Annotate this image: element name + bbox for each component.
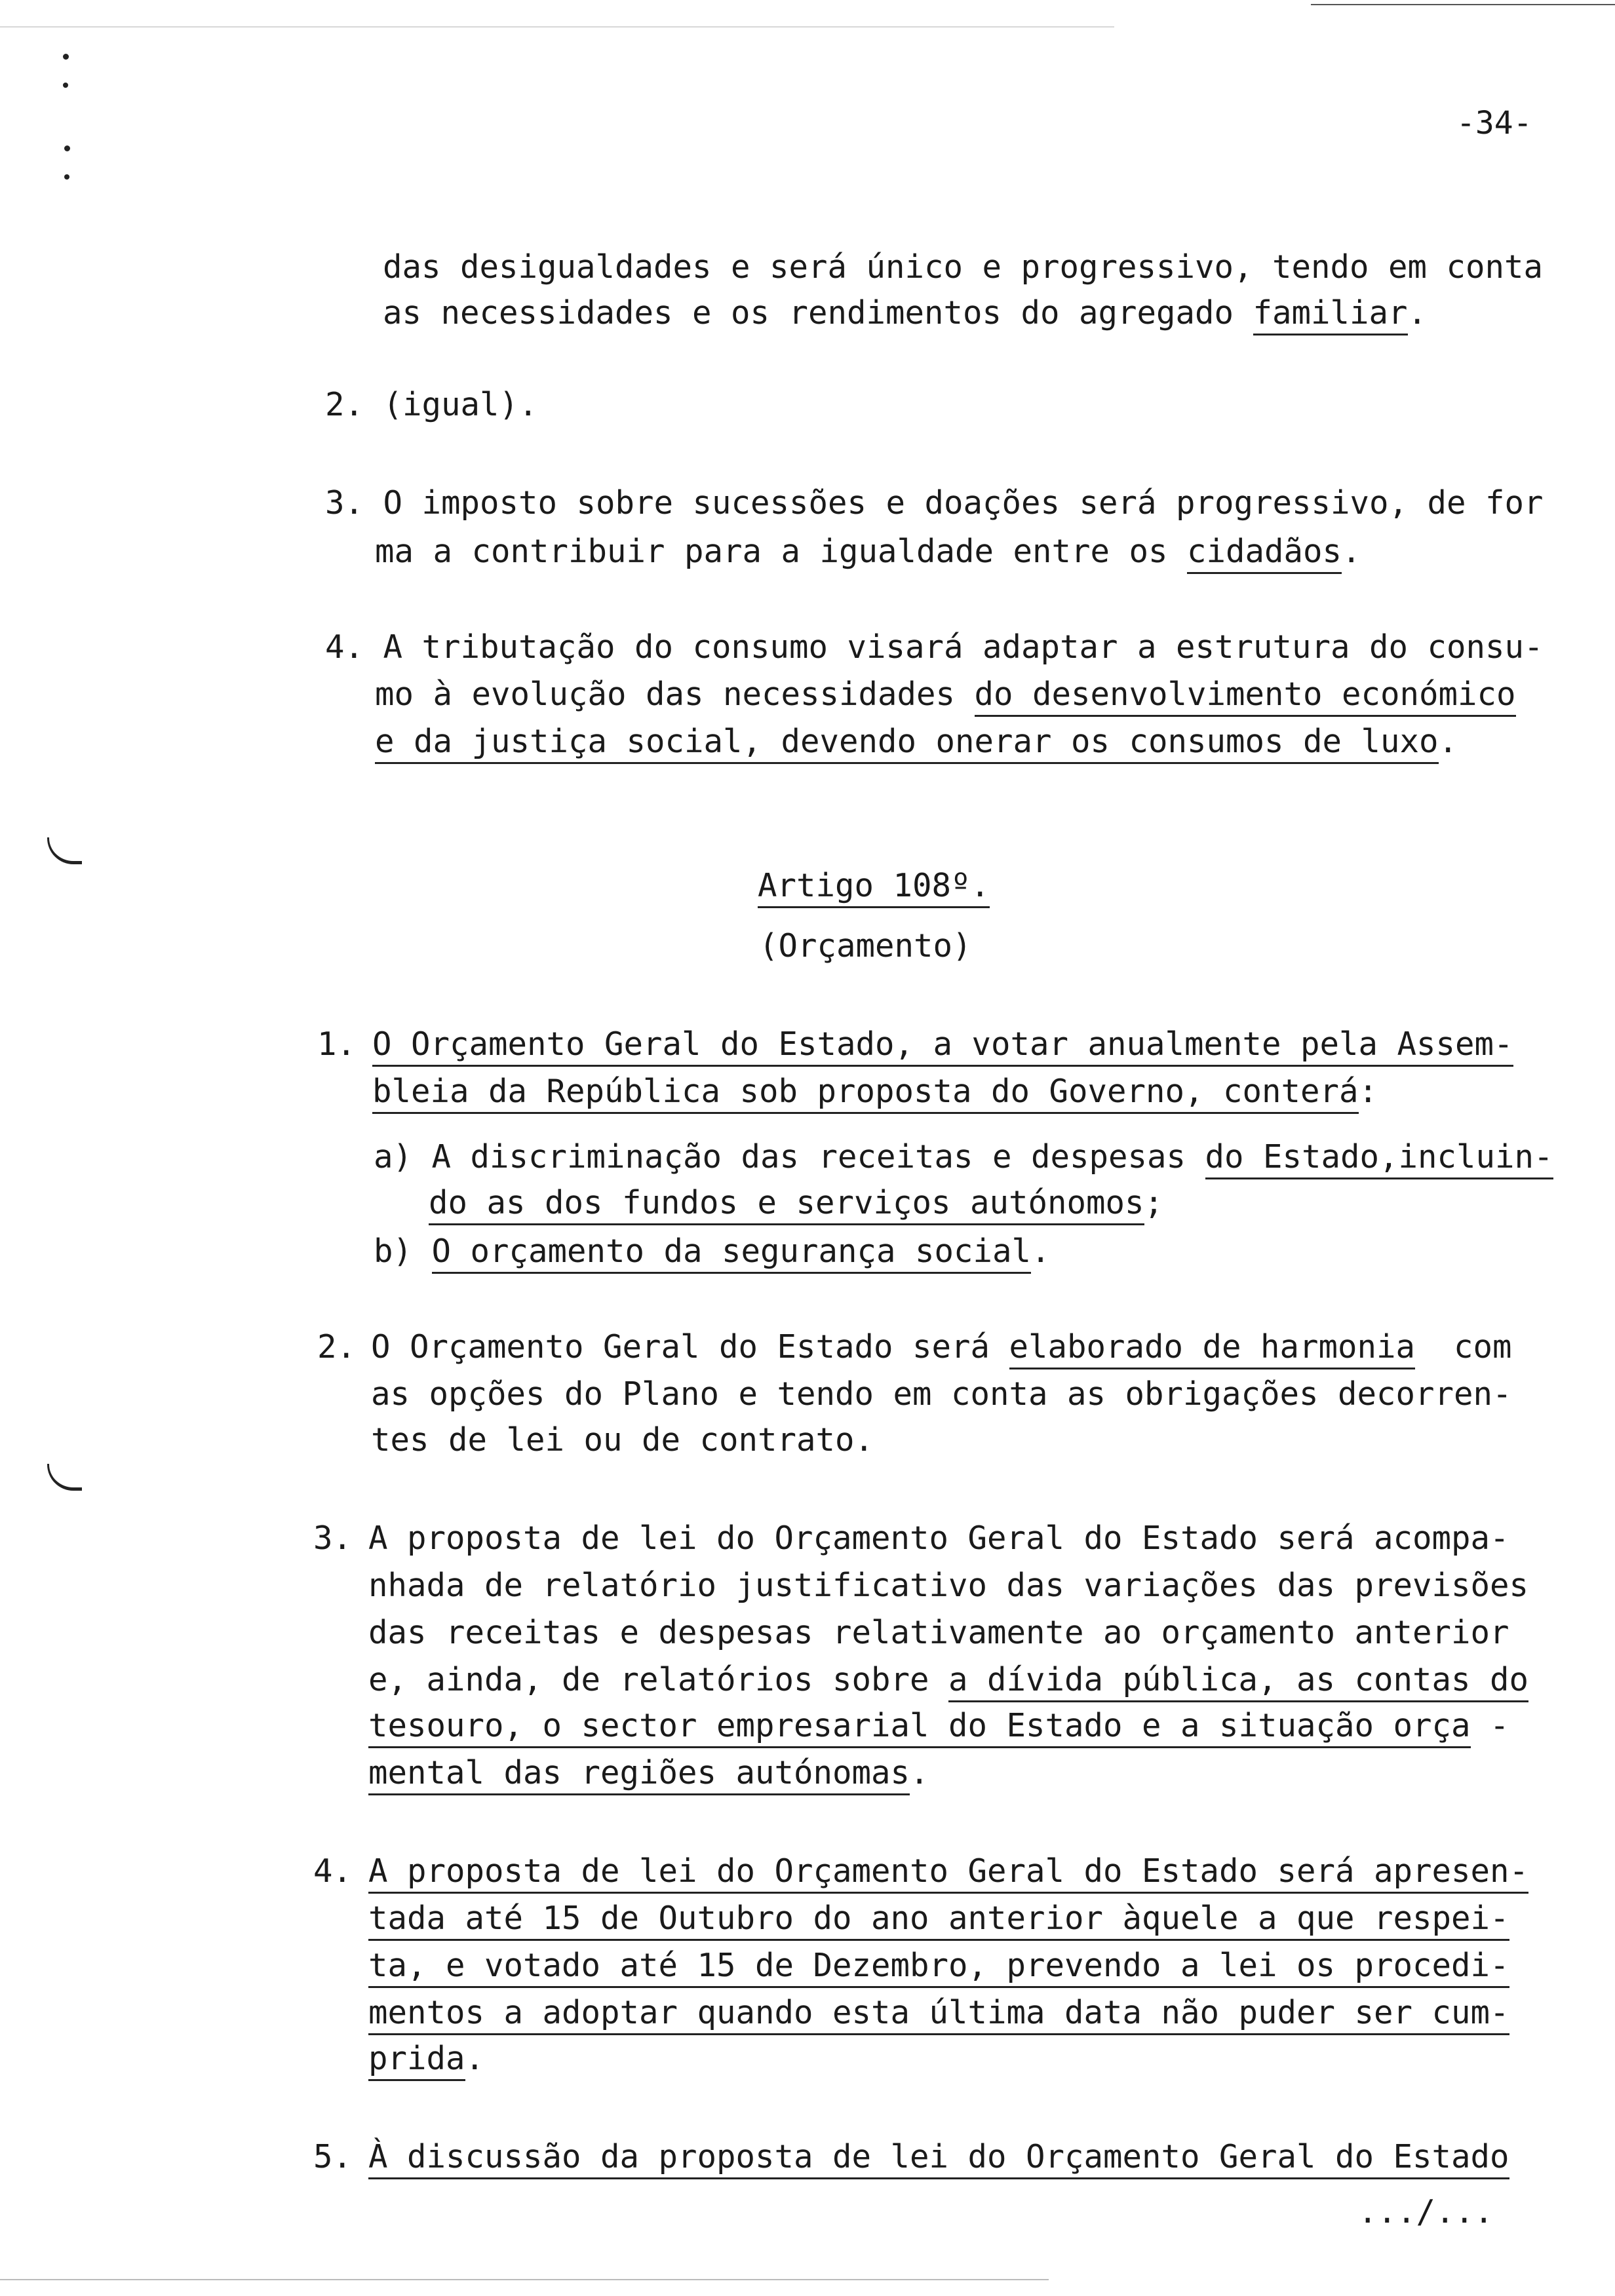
text-line: mental das regiões autónomas. [368, 1753, 929, 1793]
text-line: tesouro, o sector empresarial do Estado e a situação orça - [368, 1706, 1509, 1746]
continuation-mark: .../... [1358, 2193, 1494, 2230]
text-line: A proposta de lei do Orçamento Geral do Estado será apresen- [368, 1852, 1528, 1891]
text-line: prida. [368, 2039, 484, 2078]
item-number: 5. [313, 2138, 353, 2175]
text-line: e, ainda, de relatórios sobre a dívida pública, as contas do [368, 1660, 1528, 1700]
list-item: 4. A tributação do consumo visará adaptar a estrutura do consu- [325, 628, 1544, 666]
margin-tick-mark [47, 837, 82, 864]
text-line: tada até 15 de Outubro do ano anterior àquele a que respei- [368, 1899, 1509, 1938]
text-line: A proposta de lei do Orçamento Geral do Estado será acompa- [368, 1520, 1509, 1557]
text-line: as opções do Plano e tendo em conta as obrigações decorren- [371, 1375, 1512, 1413]
text-line: O Orçamento Geral do Estado, a votar anualmente pela Assem- [372, 1025, 1513, 1064]
punch-mark [64, 174, 69, 180]
article-title: Artigo 108º. [758, 866, 990, 906]
text-line: nhada de relatório justificativo das variações das previsões [368, 1567, 1529, 1604]
scan-edge-line [0, 26, 1114, 28]
text-line: ma a contribuir para a igualdade entre os cidadãos. [375, 532, 1361, 571]
text-line: ta, e votado até 15 de Dezembro, prevendo a lei os procedi- [368, 1946, 1509, 1985]
item-number: 4. [313, 1852, 353, 1890]
item-number: 3. [313, 1520, 353, 1557]
list-item: 2. (igual). [325, 386, 538, 423]
article-subtitle: (Orçamento) [759, 927, 972, 965]
text-line: das desigualdades e será único e progressivo, tendo em conta [383, 248, 1544, 286]
sub-item: a) A discriminação das receitas e despesas do Estado,incluin- [374, 1138, 1553, 1177]
text-line: do as dos fundos e serviços autónomos; [429, 1183, 1163, 1223]
item-number: 1. [317, 1025, 357, 1063]
sub-item: b) O orçamento da segurança social. [374, 1232, 1051, 1271]
punch-mark [63, 54, 69, 60]
text-line: tes de lei ou de contrato. [371, 1421, 874, 1459]
margin-tick-mark [47, 1464, 82, 1491]
punch-mark [64, 145, 70, 151]
page-number: -34- [1456, 105, 1532, 142]
text-line: as necessidades e os rendimentos do agregado familiar. [383, 294, 1427, 333]
punch-mark [63, 83, 68, 88]
item-number: 2. [317, 1328, 357, 1366]
text-line: O Orçamento Geral do Estado será elaborado de harmonia com [371, 1328, 1512, 1367]
list-item: 3. O imposto sobre sucessões e doações será progressivo, de for [325, 484, 1544, 522]
scan-edge-line [0, 2279, 1049, 2280]
text-line: À discussão da proposta de lei do Orçamento Geral do Estado [368, 2137, 1509, 2177]
text-line: das receitas e despesas relativamente ao orçamento anterior [368, 1614, 1509, 1651]
text-line: mo à evolução das necessidades do desenvolvimento económico [375, 675, 1516, 714]
text-line: bleia da República sob proposta do Governo, conterá: [372, 1072, 1378, 1111]
text-line: e da justiça social, devendo onerar os consumos de luxo. [375, 722, 1458, 761]
text-line: mentos a adoptar quando esta última data não puder ser cum- [368, 1993, 1509, 2033]
scan-edge-line [1311, 4, 1615, 5]
